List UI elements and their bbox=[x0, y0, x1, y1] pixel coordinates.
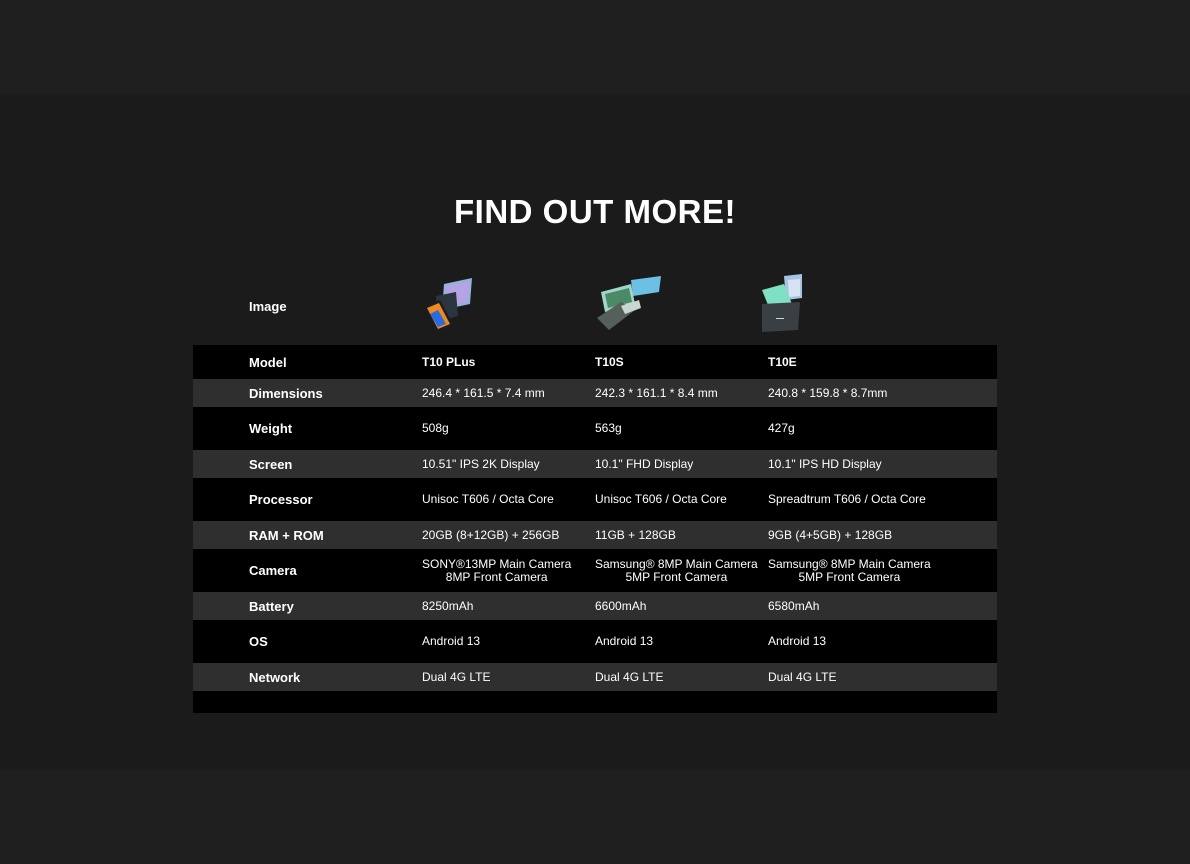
row-label: Network bbox=[249, 669, 301, 685]
row-label: RAM + ROM bbox=[249, 527, 324, 543]
spec-cell bbox=[595, 549, 758, 592]
tablet-t10-plus-image bbox=[422, 274, 476, 334]
table-row bbox=[193, 663, 997, 691]
spec-cell: Dual 4G LTE bbox=[595, 669, 664, 684]
table-footer bbox=[193, 691, 997, 713]
spec-cell: T10S bbox=[595, 354, 624, 369]
spec-cell bbox=[768, 549, 931, 592]
spec-cell: Android 13 bbox=[595, 634, 654, 648]
table-row bbox=[193, 450, 997, 478]
image-row bbox=[193, 268, 997, 345]
row-label: Screen bbox=[249, 456, 293, 472]
row-label: OS bbox=[249, 634, 268, 649]
spec-cell bbox=[422, 549, 571, 592]
spec-cell: 11GB + 128GB bbox=[595, 527, 676, 542]
spec-cell: Unisoc T606 / Octa Core bbox=[595, 492, 727, 506]
spec-cell: 9GB (4+5GB) + 128GB bbox=[768, 527, 893, 542]
spec-cell: Dual 4G LTE bbox=[422, 669, 491, 684]
spec-cell: 427g bbox=[768, 421, 795, 435]
spec-cell: 10.1" IPS HD Display bbox=[768, 456, 882, 471]
spec-line: Samsung® 8MP Main Camera bbox=[768, 556, 931, 571]
spec-line: 5MP Front Camera bbox=[625, 569, 728, 584]
row-label: Processor bbox=[249, 492, 313, 507]
spec-cell: Spreadtrum T606 / Octa Core bbox=[768, 492, 926, 506]
spec-cell: 6600mAh bbox=[595, 598, 647, 613]
spec-cell: T10E bbox=[768, 354, 797, 369]
spec-cell: Dual 4G LTE bbox=[768, 669, 837, 684]
table-row bbox=[193, 345, 997, 379]
row-label: Camera bbox=[249, 563, 297, 578]
spec-line: 5MP Front Camera bbox=[798, 569, 901, 584]
spec-cell: 8250mAh bbox=[422, 598, 474, 613]
table-row bbox=[193, 592, 997, 620]
spec-cell: 563g bbox=[595, 421, 622, 435]
spec-cell: 508g bbox=[422, 421, 449, 435]
spec-cell: 240.8 * 159.8 * 8.7mm bbox=[768, 385, 888, 400]
tablet-t10s-image bbox=[595, 274, 663, 332]
spec-cell: Unisoc T606 / Octa Core bbox=[422, 492, 554, 506]
row-label: Dimensions bbox=[249, 385, 323, 401]
row-label-image: Image bbox=[249, 299, 287, 314]
table-row bbox=[193, 407, 997, 450]
row-label: Weight bbox=[249, 421, 293, 436]
spec-cell: Android 13 bbox=[422, 634, 481, 648]
spec-cell: 10.51" IPS 2K Display bbox=[422, 456, 540, 471]
spec-cell: 20GB (8+12GB) + 256GB bbox=[422, 527, 560, 542]
tablet-t10e-image bbox=[758, 274, 808, 334]
spec-line: Samsung® 8MP Main Camera bbox=[595, 556, 758, 571]
spec-cell: 242.3 * 161.1 * 8.4 mm bbox=[595, 385, 718, 400]
spec-line: 8MP Front Camera bbox=[445, 569, 548, 584]
table-row bbox=[193, 549, 997, 592]
table-row bbox=[193, 478, 997, 521]
table-row bbox=[193, 379, 997, 407]
spec-line: SONY®13MP Main Camera bbox=[422, 556, 572, 571]
page-title: FIND OUT MORE! bbox=[454, 193, 736, 230]
table-row bbox=[193, 521, 997, 549]
spec-cell: Android 13 bbox=[768, 634, 827, 648]
row-label: Model bbox=[249, 354, 287, 370]
row-label: Battery bbox=[249, 598, 294, 614]
comparison-table bbox=[193, 268, 997, 713]
table-row bbox=[193, 620, 997, 663]
spec-cell: 10.1" FHD Display bbox=[595, 456, 694, 471]
spec-cell: T10 PLus bbox=[422, 354, 476, 369]
spec-cell: 246.4 * 161.5 * 7.4 mm bbox=[422, 385, 545, 400]
spec-cell: 6580mAh bbox=[768, 598, 820, 613]
